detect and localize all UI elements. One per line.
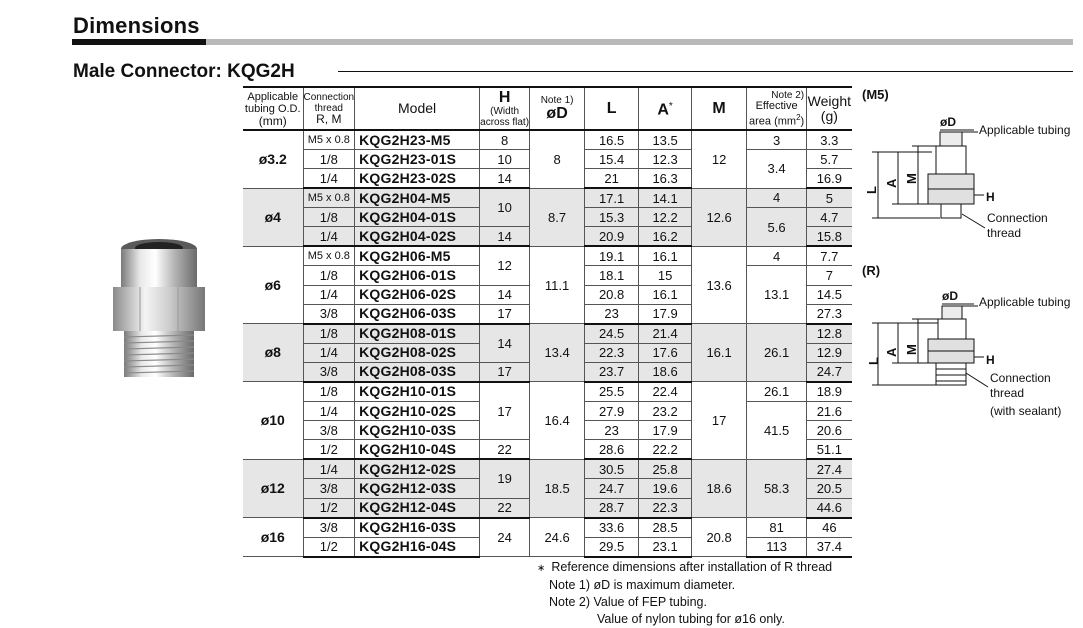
h-cell: 22 <box>480 498 530 518</box>
a-cell: 16.1 <box>639 285 692 304</box>
d-cell: 8.7 <box>530 188 585 246</box>
h-cell: 8 <box>480 130 530 150</box>
weight-cell: 15.8 <box>807 227 852 247</box>
d-cell: 11.1 <box>530 246 585 323</box>
area-cell: 3.4 <box>747 150 807 189</box>
weight-cell: 5.7 <box>807 150 852 169</box>
thread-cell: 1/8 <box>303 382 355 402</box>
a-cell: 12.3 <box>639 150 692 169</box>
diagram-r-od: øD <box>942 289 958 303</box>
header-a: A* <box>639 87 692 130</box>
diagram-r-applicable: Applicable tubing <box>979 295 1071 309</box>
thread-cell: 1/4 <box>303 343 355 362</box>
l-cell: 20.8 <box>585 285 639 304</box>
h-cell: 12 <box>480 246 530 285</box>
weight-cell: 16.9 <box>807 169 852 189</box>
model-cell: KQG2H06-M5 <box>355 246 480 266</box>
header-tubing: Applicable tubing O.D. (mm) <box>243 87 303 130</box>
weight-cell: 27.3 <box>807 304 852 324</box>
diagram-r <box>862 283 1077 423</box>
l-cell: 15.3 <box>585 208 639 227</box>
footnote-reference: ∗ Reference dimensions after installation of R thread <box>537 560 833 574</box>
a-cell: 17.9 <box>639 304 692 324</box>
area-cell: 26.1 <box>747 324 807 382</box>
weight-cell: 21.6 <box>807 401 852 420</box>
a-cell: 12.2 <box>639 208 692 227</box>
m-cell: 18.6 <box>692 459 747 517</box>
h-cell: 14 <box>480 227 530 247</box>
d-cell: 16.4 <box>530 382 585 459</box>
header-m: M <box>692 87 747 130</box>
h-cell: 17 <box>480 382 530 440</box>
area-cell: 41.5 <box>747 401 807 459</box>
subtitle-rule <box>338 71 1073 72</box>
l-cell: 16.5 <box>585 130 639 150</box>
area-cell: 26.1 <box>747 382 807 402</box>
a-cell: 16.1 <box>639 246 692 266</box>
model-cell: KQG2H06-01S <box>355 266 480 285</box>
h-cell: 17 <box>480 304 530 324</box>
weight-cell: 12.9 <box>807 343 852 362</box>
model-cell: KQG2H10-02S <box>355 401 480 420</box>
model-cell: KQG2H16-04S <box>355 537 480 557</box>
m-cell: 13.6 <box>692 246 747 323</box>
header-model: Model <box>355 87 480 130</box>
weight-cell: 12.8 <box>807 324 852 344</box>
model-cell: KQG2H12-03S <box>355 479 480 498</box>
area-cell: 113 <box>747 537 807 557</box>
l-cell: 21 <box>585 169 639 189</box>
h-cell: 10 <box>480 188 530 227</box>
diagram-m5-applicable: Applicable tubing <box>979 123 1071 137</box>
l-cell: 33.6 <box>585 518 639 538</box>
a-cell: 22.4 <box>639 382 692 402</box>
l-cell: 29.5 <box>585 537 639 557</box>
a-cell: 22.2 <box>639 440 692 460</box>
area-cell: 5.6 <box>747 208 807 247</box>
model-cell: KQG2H08-01S <box>355 324 480 344</box>
thread-cell: 1/4 <box>303 285 355 304</box>
header-weight: Weight (g) <box>807 87 852 130</box>
weight-cell: 20.6 <box>807 421 852 440</box>
weight-cell: 46 <box>807 518 852 538</box>
thread-cell: 1/2 <box>303 537 355 557</box>
diagram-m5-thread1: Connection <box>987 211 1048 225</box>
diagram-m5-M: M <box>904 173 919 184</box>
od-cell: ø6 <box>243 246 303 323</box>
thread-cell: 3/8 <box>303 479 355 498</box>
diagram-m5-od: øD <box>940 115 956 129</box>
table-row <box>243 518 852 538</box>
table-row <box>243 382 852 402</box>
table-row <box>243 459 852 479</box>
d-cell: 18.5 <box>530 459 585 517</box>
thread-cell: M5 x 0.8 <box>303 246 355 266</box>
l-cell: 15.4 <box>585 150 639 169</box>
product-photo <box>110 235 208 385</box>
thread-cell: M5 x 0.8 <box>303 188 355 208</box>
header-d: Note 1) øD <box>530 87 585 130</box>
weight-cell: 27.4 <box>807 459 852 479</box>
l-cell: 24.5 <box>585 324 639 344</box>
l-cell: 27.9 <box>585 401 639 420</box>
l-cell: 18.1 <box>585 266 639 285</box>
diagram-m5-thread2: thread <box>987 226 1022 240</box>
thread-cell: 3/8 <box>303 362 355 382</box>
od-cell: ø16 <box>243 518 303 557</box>
area-cell: 13.1 <box>747 266 807 324</box>
footnotes <box>537 559 832 628</box>
l-cell: 24.7 <box>585 479 639 498</box>
table-row <box>243 130 852 150</box>
weight-cell: 20.5 <box>807 479 852 498</box>
h-cell: 10 <box>480 150 530 169</box>
d-cell: 24.6 <box>530 518 585 557</box>
a-cell: 28.5 <box>639 518 692 538</box>
thread-cell: 3/8 <box>303 421 355 440</box>
thread-cell: 1/2 <box>303 498 355 518</box>
model-cell: KQG2H23-M5 <box>355 130 480 150</box>
model-cell: KQG2H12-04S <box>355 498 480 518</box>
weight-cell: 3.3 <box>807 130 852 150</box>
model-cell: KQG2H06-03S <box>355 304 480 324</box>
l-cell: 23 <box>585 421 639 440</box>
header-thread: Connection thread R, M <box>303 87 355 130</box>
thread-cell: 3/8 <box>303 518 355 538</box>
od-cell: ø4 <box>243 188 303 246</box>
h-cell: 14 <box>480 324 530 363</box>
a-cell: 13.5 <box>639 130 692 150</box>
thread-cell: 1/8 <box>303 150 355 169</box>
model-cell: KQG2H23-01S <box>355 150 480 169</box>
table-row <box>243 324 852 344</box>
a-cell: 16.3 <box>639 169 692 189</box>
h-cell: 22 <box>480 440 530 460</box>
thread-cell: 1/4 <box>303 227 355 247</box>
area-cell: 3 <box>747 130 807 150</box>
model-cell: KQG2H06-02S <box>355 285 480 304</box>
title-rule <box>72 39 1073 45</box>
diagram-r-H: H <box>986 353 995 367</box>
area-cell: 81 <box>747 518 807 538</box>
diagram-m5-label: (M5) <box>862 87 889 102</box>
weight-cell: 4.7 <box>807 208 852 227</box>
m-cell: 20.8 <box>692 518 747 557</box>
table-row <box>243 188 852 208</box>
l-cell: 22.3 <box>585 343 639 362</box>
l-cell: 20.9 <box>585 227 639 247</box>
diagram-m5 <box>862 106 1077 246</box>
footnote-2-cont: Value of nylon tubing for ø16 only. <box>597 612 785 626</box>
a-cell: 16.2 <box>639 227 692 247</box>
diagram-r-label: (R) <box>862 263 881 278</box>
l-cell: 28.6 <box>585 440 639 460</box>
l-cell: 19.1 <box>585 246 639 266</box>
area-cell: 4 <box>747 246 807 266</box>
a-cell: 23.2 <box>639 401 692 420</box>
thread-cell: 1/8 <box>303 324 355 344</box>
h-cell: 14 <box>480 169 530 189</box>
h-cell: 17 <box>480 362 530 382</box>
h-cell: 19 <box>480 459 530 498</box>
a-cell: 15 <box>639 266 692 285</box>
diagram-r-thread1: Connection <box>990 371 1051 385</box>
model-cell: KQG2H10-03S <box>355 421 480 440</box>
m-cell: 16.1 <box>692 324 747 382</box>
m-cell: 12.6 <box>692 188 747 246</box>
thread-cell: 1/8 <box>303 208 355 227</box>
model-cell: KQG2H10-01S <box>355 382 480 402</box>
a-cell: 14.1 <box>639 188 692 208</box>
h-cell: 24 <box>480 518 530 557</box>
thread-cell: M5 x 0.8 <box>303 130 355 150</box>
od-cell: ø10 <box>243 382 303 459</box>
section-subtitle: Male Connector: KQG2H <box>73 61 295 82</box>
model-cell: KQG2H04-02S <box>355 227 480 247</box>
diagram-r-thread3: (with sealant) <box>990 404 1062 418</box>
weight-cell: 44.6 <box>807 498 852 518</box>
l-cell: 30.5 <box>585 459 639 479</box>
weight-cell: 18.9 <box>807 382 852 402</box>
diagram-r-thread2: thread <box>990 386 1025 400</box>
model-cell: KQG2H10-04S <box>355 440 480 460</box>
l-cell: 28.7 <box>585 498 639 518</box>
weight-cell: 7 <box>807 266 852 285</box>
a-cell: 19.6 <box>639 479 692 498</box>
m-cell: 12 <box>692 130 747 188</box>
model-cell: KQG2H23-02S <box>355 169 480 189</box>
a-cell: 17.6 <box>639 343 692 362</box>
d-cell: 13.4 <box>530 324 585 382</box>
model-cell: KQG2H08-02S <box>355 343 480 362</box>
thread-cell: 1/8 <box>303 266 355 285</box>
model-cell: KQG2H12-02S <box>355 459 480 479</box>
thread-cell: 3/8 <box>303 304 355 324</box>
thread-cell: 1/4 <box>303 401 355 420</box>
a-cell: 17.9 <box>639 421 692 440</box>
footnote-1: Note 1) øD is maximum diameter. <box>549 578 736 592</box>
thread-cell: 1/4 <box>303 169 355 189</box>
weight-cell: 7.7 <box>807 246 852 266</box>
a-cell: 25.8 <box>639 459 692 479</box>
a-cell: 18.6 <box>639 362 692 382</box>
diagram-m5-H: H <box>986 190 995 204</box>
model-cell: KQG2H04-01S <box>355 208 480 227</box>
h-cell: 14 <box>480 285 530 304</box>
weight-cell: 51.1 <box>807 440 852 460</box>
header-area: Note 2) Effective area $(mm^2)$ <box>747 87 807 130</box>
diagram-r-A: A <box>884 347 899 357</box>
model-cell: KQG2H04-M5 <box>355 188 480 208</box>
diagram-r-L: L <box>866 357 881 365</box>
od-cell: ø8 <box>243 324 303 382</box>
l-cell: 17.1 <box>585 188 639 208</box>
od-cell: ø12 <box>243 459 303 517</box>
weight-cell: 37.4 <box>807 537 852 557</box>
area-cell: 58.3 <box>747 459 807 517</box>
diagram-r-M: M <box>904 344 919 355</box>
thread-cell: 1/2 <box>303 440 355 460</box>
od-cell: ø3.2 <box>243 130 303 188</box>
l-cell: 25.5 <box>585 382 639 402</box>
diagram-m5-L: L <box>864 186 879 194</box>
a-cell: 22.3 <box>639 498 692 518</box>
page-title: Dimensions <box>73 13 200 38</box>
model-cell: KQG2H16-03S <box>355 518 480 538</box>
l-cell: 23.7 <box>585 362 639 382</box>
title-rule-accent <box>72 39 206 45</box>
d-cell: 8 <box>530 130 585 188</box>
model-cell: KQG2H08-03S <box>355 362 480 382</box>
table-row <box>243 246 852 266</box>
header-h: H (Width across flat) <box>480 87 530 130</box>
thread-cell: 1/4 <box>303 459 355 479</box>
weight-cell: 5 <box>807 188 852 208</box>
a-cell: 23.1 <box>639 537 692 557</box>
diagram-m5-A: A <box>884 178 899 188</box>
weight-cell: 14.5 <box>807 285 852 304</box>
a-cell: 21.4 <box>639 324 692 344</box>
l-cell: 23 <box>585 304 639 324</box>
header-l: L <box>585 87 639 130</box>
m-cell: 17 <box>692 382 747 459</box>
weight-cell: 24.7 <box>807 362 852 382</box>
dimensions-table <box>243 86 852 558</box>
area-cell: 4 <box>747 188 807 208</box>
footnote-2: Note 2) Value of FEP tubing. <box>549 595 707 609</box>
